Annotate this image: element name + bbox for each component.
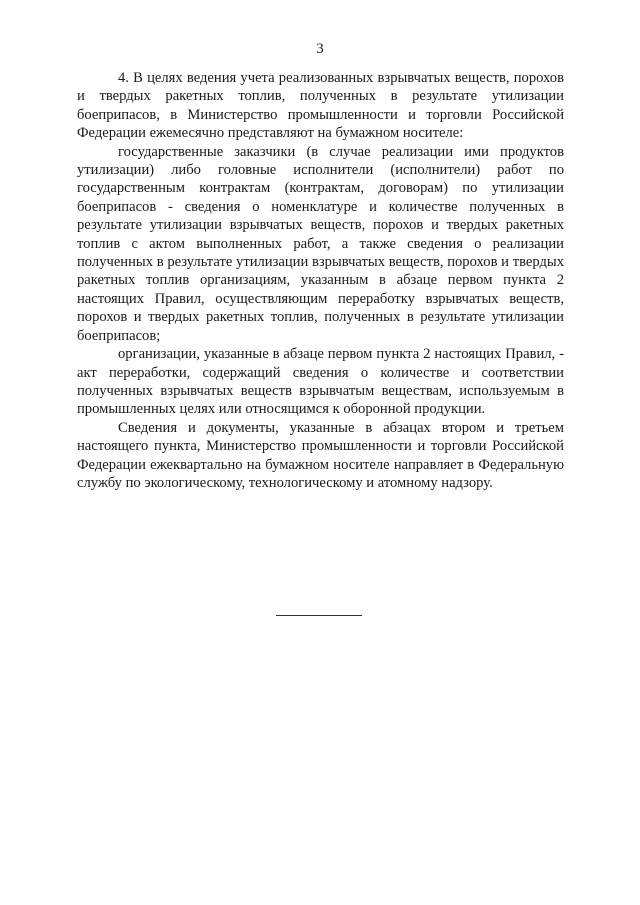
page-number: 3 [316, 41, 324, 57]
paragraph-item-4: 4. В целях ведения учета реализованных взрывчатых веществ, порохов и твердых ракетных топлив, полученных в результате утилизации боеприпасов, в Министерство промышленности и торговли Российской Федерации ежемесячно представляют на бумажном носителе: [77, 70, 564, 142]
paragraph-state-customers: государственные заказчики (в случае реализации ими продуктов утилизации) либо головные исполнители (исполнители) работ по государственным контрактам (контрактам, договорам) по утилизации боеприпасов - сведения о номенклатуре и количестве полученных в результате утилизации взрывчатых веществ, порохов и твердых ракетных топлив с актом выполненных работ, а также сведения о реализации полученных в результате утилизации взрывчатых веществ, порохов и твердых ракетных топлив организациям, указанным в абзаце первом пункта 2 настоящих Правил, осуществляющим переработку взрывчатых веществ, порохов и твердых ракетных топлив, полученных в результате утилизации боеприпасов; [77, 143, 564, 344]
paragraph-reporting: Сведения и документы, указанные в абзацах втором и третьем настоящего пункта, Министерство промышленности и торговли Российской Федерации ежеквартально на бумажном носителе направляет в Федеральную службу по экологическому, технологическому и атомному надзору. [77, 419, 564, 491]
paragraph-organizations: организации, указанные в абзаце первом пункта 2 настоящих Правил, - акт переработки, содержащий сведения о количестве и соответствии полученных взрывчатых веществ взрывчатым веществам, используемым в промышленных целях или относящимся к оборонной продукции. [77, 346, 564, 418]
end-of-document-divider [276, 615, 362, 616]
document-body [77, 69, 564, 492]
